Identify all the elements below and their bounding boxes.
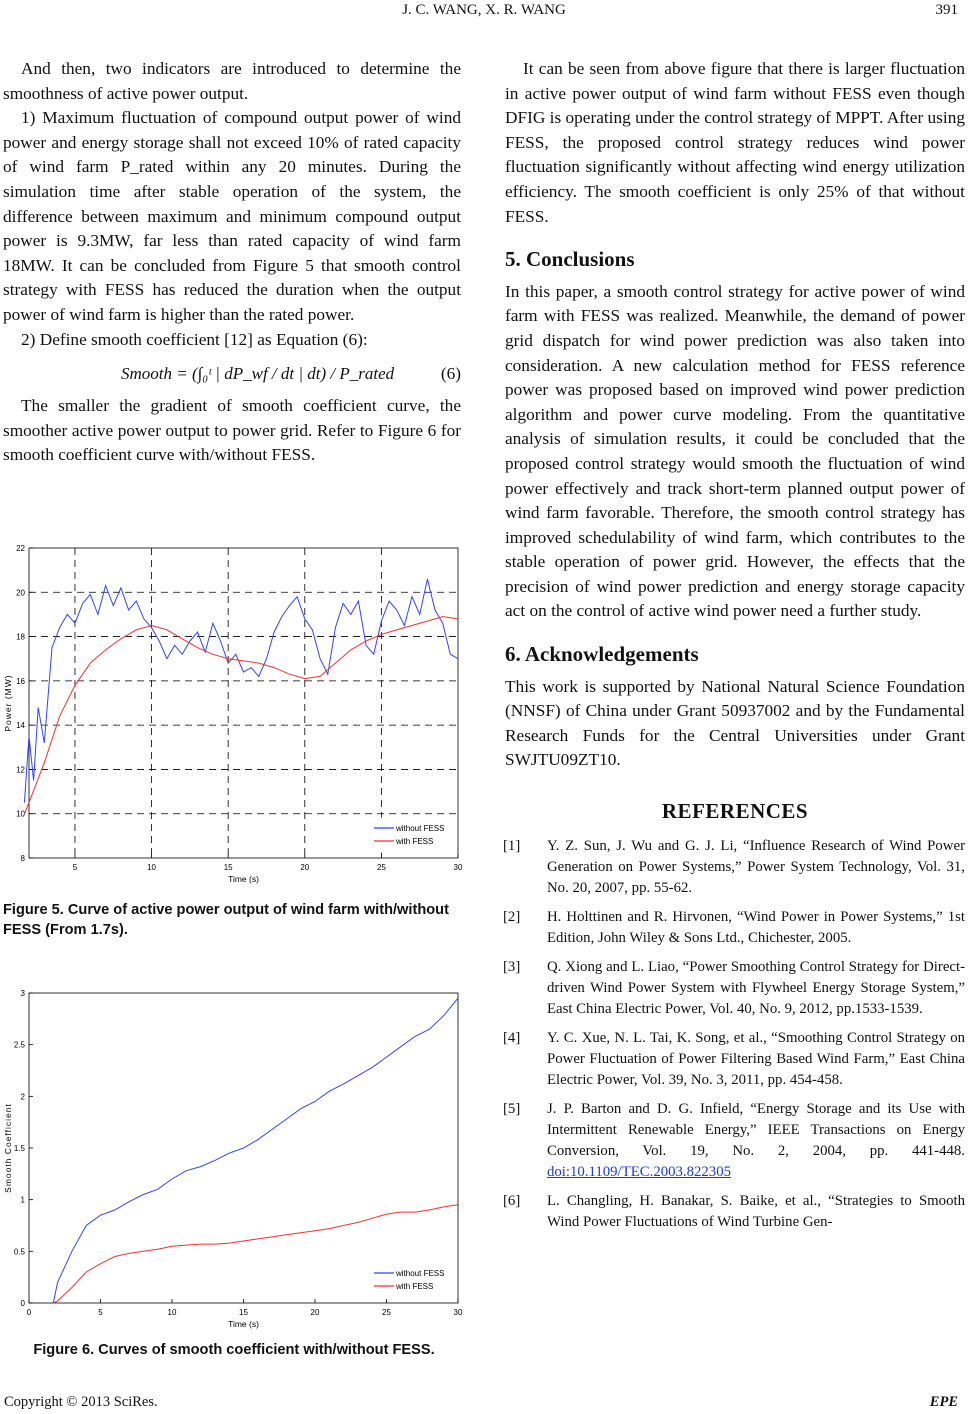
reference-number: [3] bbox=[503, 958, 521, 975]
doi-link[interactable]: doi:10.1109/TEC.2003.822305 bbox=[547, 1163, 731, 1180]
x-tick-label: 10 bbox=[167, 1308, 177, 1317]
equation-6 bbox=[3, 352, 461, 394]
figure-6-chart bbox=[3, 985, 465, 1330]
y-tick-label: 14 bbox=[16, 721, 25, 731]
figure-6 bbox=[3, 985, 465, 1335]
y-axis-label: Smooth Coefficient bbox=[3, 1103, 13, 1193]
heading-acknowledgements: 6. Acknowledgements bbox=[505, 642, 699, 667]
y-tick-label: 10 bbox=[16, 809, 25, 819]
copyright-notice: Copyright © 2013 SciRes. bbox=[4, 1394, 158, 1410]
reference-item bbox=[505, 957, 965, 1020]
y-tick-label: 0 bbox=[20, 1299, 25, 1308]
x-tick-label: 5 bbox=[72, 863, 78, 872]
reference-text: L. Changling, H. Banakar, S. Baike, et al., “Strategies to Smooth Wind Power Fluctuations of Wind Turbine Gen- bbox=[547, 1192, 965, 1230]
paragraph-acknowledgements: This work is supported by National Natural Science Foundation (NNSF) of China under Grant 50937002 and by the Fundamental Research Funds for the Central Universities under Grant SWJTU09ZT10. bbox=[505, 676, 965, 770]
x-tick-label: 10 bbox=[147, 863, 157, 872]
reference-text: Q. Xiong and L. Liao, “Power Smoothing Control Strategy for Direct-driven Wind Power System with Flywheel Energy Storage System,” East China Electric Power, Vol. 40, No. 9, 2012, pp.1533-1539. bbox=[547, 958, 965, 1017]
journal-abbrev: EPE bbox=[929, 1394, 958, 1410]
reference-number: [2] bbox=[503, 908, 521, 925]
reference-text: Y. C. Xue, N. L. Tai, K. Song, et al., “Smoothing Control Strategy on Power Fluctuation of Power Filtering Based Wind Farm,” East China Electric Power, Vol. 39, No. 3, 2011, pp. 454-458. bbox=[547, 1029, 965, 1088]
y-tick-label: 20 bbox=[16, 588, 25, 598]
paragraph-indicator-2: 2) Define smooth coefficient [12] as Equation (6): bbox=[21, 329, 368, 349]
y-tick-label: 8 bbox=[20, 854, 25, 863]
y-axis-label: Power (MW) bbox=[3, 674, 13, 732]
y-tick-label: 3 bbox=[20, 989, 25, 998]
x-tick-label: 15 bbox=[223, 863, 233, 872]
x-tick-label: 5 bbox=[98, 1308, 103, 1317]
y-tick-label: 0.5 bbox=[13, 1247, 25, 1257]
x-tick-label: 15 bbox=[239, 1308, 248, 1317]
x-tick-label: 25 bbox=[376, 863, 386, 872]
figure-5-chart bbox=[3, 540, 465, 885]
paragraph-fig-discussion: It can be seen from above figure that there is larger fluctuation in active power output of wind farm without FESS even though DFIG is operating under the control strategy of MPPT. After using FESS, the proposed control strategy reduces wind power fluctuation significantly without affecting wind energy utilization efficiency. The smooth coefficient is only 25% of that without FESS. bbox=[505, 59, 965, 226]
reference-item bbox=[505, 1028, 965, 1091]
legend-label: with FESS bbox=[396, 1282, 434, 1291]
reference-number: [5] bbox=[503, 1100, 521, 1117]
reference-text: J. P. Barton and D. G. Infield, “Energy Storage and its Use with Intermittent Renewable Energy,” IEEE Transactions on Energy Conversion, Vol. 19, No. 2, 2004, pp. 441-448. bbox=[547, 1100, 965, 1159]
series-line bbox=[24, 617, 458, 814]
figure-5-caption: Figure 5. Curve of active power output of wind farm with/without FESS (From 1.7s). bbox=[3, 902, 449, 938]
reference-number: [1] bbox=[503, 837, 521, 854]
reference-item bbox=[505, 1191, 965, 1233]
reference-number: [4] bbox=[503, 1029, 521, 1046]
reference-item bbox=[505, 1099, 965, 1183]
x-tick-label: 30 bbox=[453, 863, 463, 872]
x-tick-label: 20 bbox=[300, 863, 310, 872]
y-tick-label: 2 bbox=[20, 1092, 25, 1102]
y-tick-label: 2.5 bbox=[13, 1040, 25, 1050]
x-tick-label: 25 bbox=[382, 1308, 391, 1317]
heading-references: REFERENCES bbox=[661, 799, 809, 824]
x-axis-label: Time (s) bbox=[228, 874, 259, 884]
paragraph-intro: And then, two indicators are introduced to determine the smoothness of active power output. bbox=[3, 59, 461, 103]
page-number: 391 bbox=[935, 2, 958, 18]
y-tick-label: 1.5 bbox=[13, 1144, 25, 1153]
running-authors: J. C. WANG, X. R. WANG bbox=[402, 2, 566, 18]
legend-label: without FESS bbox=[396, 1269, 445, 1278]
reference-number: [6] bbox=[503, 1192, 521, 1209]
paragraph-smooth-gradient: The smaller the gradient of smooth coefficient curve, the smoother active power output to power grid. Refer to Figure 6 for smooth coefficient curve with/without FESS. bbox=[3, 396, 461, 465]
reference-text: Y. Z. Sun, J. Wu and G. J. Li, “Influence Research of Wind Power Generation on Power Systems,” Power System Technology, Vol. 31, No. 20, 2007, pp. 55-62. bbox=[547, 837, 965, 896]
plot-frame bbox=[29, 548, 458, 858]
legend-label: with FESS bbox=[396, 837, 434, 846]
reference-list bbox=[505, 836, 965, 1233]
reference-item bbox=[505, 907, 965, 949]
paragraph-conclusions: In this paper, a smooth control strategy for active power of wind farm with FESS was realized. Meanwhile, the demand of power grid dispatch for wind power prediction was also taken into consideration. A new calculation method for FESS reference power was proposed based on improved wind power prediction algorithm and power curve modeling. From the quantitative analysis of simulation results, it could be concluded that the proposed control strategy would smooth the fluctuation of wind power effectively and track short-term planned output power of wind farm favorable. Therefore, the smooth control strategy has improved schedulability of wind farm, which contributes to the stable operation of power grid. However, the effects that the precision of wind power prediction and energy storage capacity act on the control of active wind power need a further study. bbox=[505, 281, 965, 621]
left-column bbox=[3, 57, 461, 468]
paragraph-indicator-1: 1) Maximum fluctuation of compound output power of wind power and energy storage shall not exceed 10% of rated capacity of wind farm P_rated within any 20 minutes. During the simulation time after stable operation of the system, the difference between maximum and minimum compound output power is 9.3MW, far less than rated capacity of wind farm 18MW. It can be concluded from Figure 5 that smooth control strategy with FESS has reduced the duration when the output power of wind farm is higher than the rated power. bbox=[3, 108, 461, 324]
x-tick-label: 0 bbox=[26, 1308, 32, 1317]
y-tick-label: 18 bbox=[16, 632, 25, 642]
y-tick-label: 22 bbox=[16, 544, 25, 553]
legend-label: without FESS bbox=[396, 824, 445, 833]
right-column bbox=[505, 57, 965, 1241]
y-tick-label: 12 bbox=[16, 765, 25, 775]
equation-expression: Smooth = (∫₀ᵗ | dP_wf / dt | dt) / P_rated bbox=[121, 364, 395, 384]
y-tick-label: 1 bbox=[20, 1195, 25, 1205]
heading-conclusions: 5. Conclusions bbox=[505, 247, 635, 272]
x-tick-label: 30 bbox=[453, 1308, 463, 1317]
equation-number: (6) bbox=[440, 364, 461, 384]
figure-5 bbox=[3, 540, 465, 890]
reference-item bbox=[505, 836, 965, 899]
figure-6-caption: Figure 6. Curves of smooth coefficient with/without FESS. bbox=[33, 1342, 435, 1358]
y-tick-label: 16 bbox=[16, 676, 25, 686]
x-axis-label: Time (s) bbox=[228, 1319, 259, 1329]
reference-text: H. Holttinen and R. Hirvonen, “Wind Power in Power Systems,” 1st Edition, John Wiley & Sons Ltd., Chichester, 2005. bbox=[547, 908, 965, 946]
x-tick-label: 20 bbox=[310, 1308, 320, 1317]
